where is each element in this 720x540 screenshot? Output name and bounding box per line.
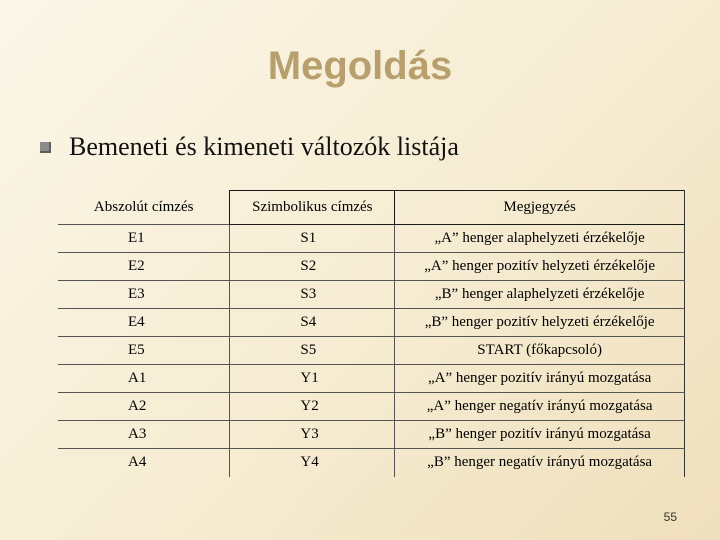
table-row bbox=[58, 281, 685, 309]
square-bullet-icon bbox=[40, 142, 51, 153]
variables-table bbox=[58, 190, 685, 477]
table-row bbox=[58, 337, 685, 365]
cell-note: „A” henger alaphelyzeti érzékelője bbox=[395, 225, 685, 253]
cell-symbolic-address: Y4 bbox=[230, 449, 395, 477]
table-row bbox=[58, 449, 685, 477]
cell-absolute-address: A2 bbox=[58, 393, 230, 421]
cell-absolute-address: E2 bbox=[58, 253, 230, 281]
cell-symbolic-address: S5 bbox=[230, 337, 395, 365]
page-number: 55 bbox=[663, 510, 677, 524]
cell-symbolic-address: Y3 bbox=[230, 421, 395, 449]
table-row bbox=[58, 225, 685, 253]
cell-absolute-address: A1 bbox=[58, 365, 230, 393]
table-row bbox=[58, 365, 685, 393]
cell-note: „B” henger pozitív irányú mozgatása bbox=[395, 421, 685, 449]
table-header-row bbox=[58, 191, 685, 225]
bullet-text: Bemeneti és kimeneti változók listája bbox=[69, 132, 459, 161]
header-note: Megjegyzés bbox=[395, 191, 685, 225]
cell-note: „A” henger negatív irányú mozgatása bbox=[395, 393, 685, 421]
cell-symbolic-address: S1 bbox=[230, 225, 395, 253]
cell-symbolic-address: S3 bbox=[230, 281, 395, 309]
cell-note: „B” henger negatív irányú mozgatása bbox=[395, 449, 685, 477]
cell-absolute-address: E4 bbox=[58, 309, 230, 337]
cell-note: „B” henger alaphelyzeti érzékelője bbox=[395, 281, 685, 309]
table-row bbox=[58, 393, 685, 421]
slide-title: Megoldás bbox=[267, 44, 453, 88]
cell-symbolic-address: Y2 bbox=[230, 393, 395, 421]
cell-absolute-address: E1 bbox=[58, 225, 230, 253]
cell-absolute-address: A3 bbox=[58, 421, 230, 449]
cell-note: „A” henger pozitív irányú mozgatása bbox=[395, 365, 685, 393]
table-row bbox=[58, 309, 685, 337]
bullet-item bbox=[40, 132, 459, 162]
header-absolute-address: Abszolút címzés bbox=[58, 191, 230, 225]
cell-symbolic-address: S4 bbox=[230, 309, 395, 337]
cell-note: „A” henger pozitív helyzeti érzékelője bbox=[395, 253, 685, 281]
header-symbolic-address: Szimbolikus címzés bbox=[230, 191, 395, 225]
cell-symbolic-address: S2 bbox=[230, 253, 395, 281]
table-row bbox=[58, 253, 685, 281]
table-row bbox=[58, 421, 685, 449]
cell-note: START (főkapcsoló) bbox=[395, 337, 685, 365]
cell-absolute-address: E5 bbox=[58, 337, 230, 365]
cell-symbolic-address: Y1 bbox=[230, 365, 395, 393]
cell-absolute-address: A4 bbox=[58, 449, 230, 477]
cell-note: „B” henger pozitív helyzeti érzékelője bbox=[395, 309, 685, 337]
cell-absolute-address: E3 bbox=[58, 281, 230, 309]
